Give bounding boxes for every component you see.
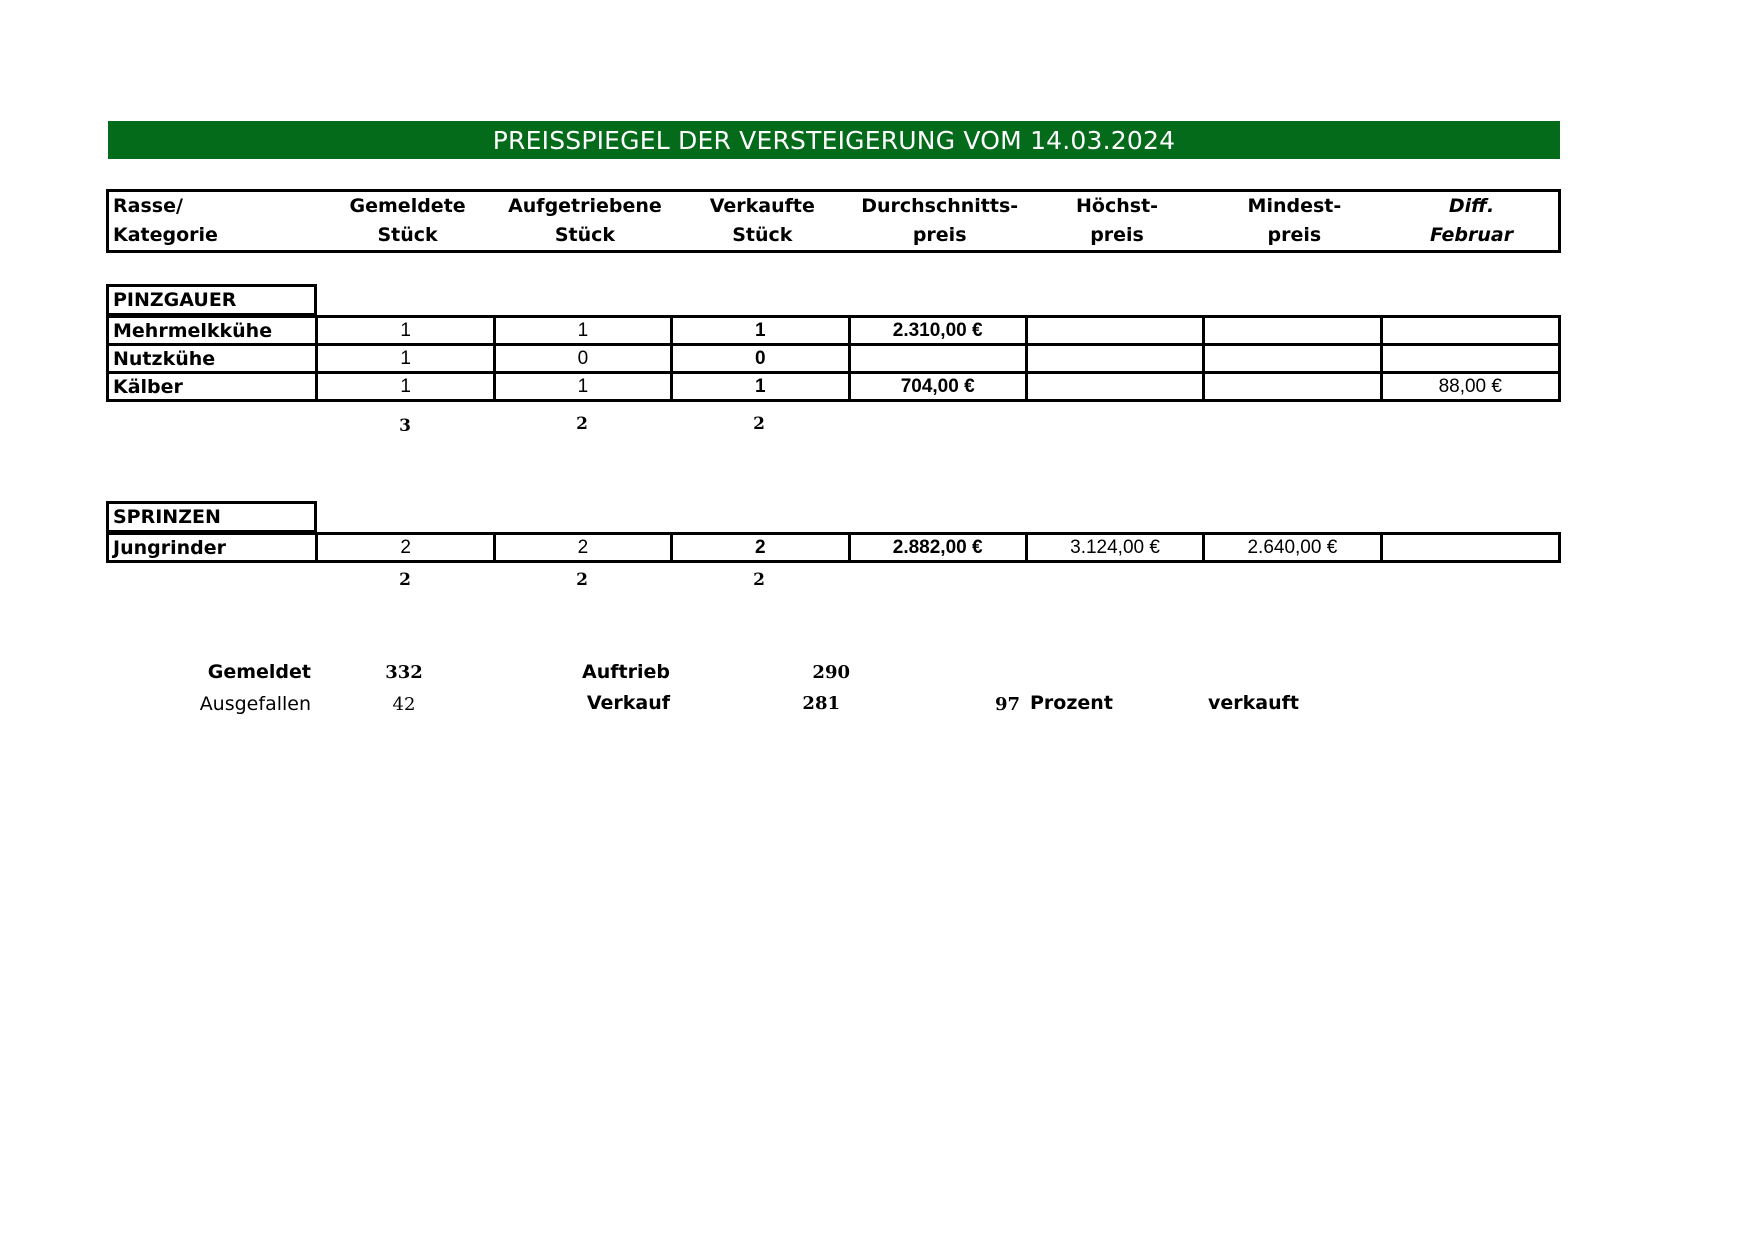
cell-verkauft: 2: [672, 534, 849, 562]
cell-verkauft: 1: [672, 317, 849, 345]
summary-verkauf-value: 281: [802, 693, 840, 714]
pinzgauer-table: [106, 315, 1561, 402]
summary-gemeldet-label: Gemeldet: [207, 661, 311, 683]
cell-durchschnitt: [849, 345, 1026, 373]
header-gemeldete-stueck: Gemeldete Stück: [349, 195, 466, 246]
summary-ausgefallen-value: 42: [392, 694, 416, 715]
table-row: [108, 317, 1560, 345]
cell-durchschnitt: 2.882,00 €: [849, 534, 1026, 562]
cell-mindest: 2.640,00 €: [1204, 534, 1381, 562]
summary-prozent-value: 97: [994, 694, 1020, 715]
pinzgauer-sum-aufgetrieben: 2: [576, 414, 588, 434]
header-verkaufte-stueck: Verkaufte Stück: [709, 195, 815, 246]
sprinzen-table: [106, 532, 1561, 563]
header-diff-februar: Diff. Februar: [1429, 195, 1514, 246]
table-row: [108, 373, 1560, 401]
cell-hoechst: [1026, 317, 1203, 345]
summary-auftrieb-value: 290: [812, 662, 850, 683]
sprinzen-sum-aufgetrieben: 2: [576, 570, 588, 590]
summary-prozent-label: Prozent: [1030, 692, 1113, 714]
cell-hoechst: 3.124,00 €: [1026, 534, 1203, 562]
cell-mindest: [1204, 345, 1381, 373]
cell-gemeldet: 1: [317, 345, 494, 373]
cell-verkauft: 0: [672, 345, 849, 373]
cell-diff: [1381, 317, 1559, 345]
header-aufgetriebene-stueck: Aufgetriebene Stück: [508, 195, 662, 246]
category-pinzgauer: PINZGAUER: [106, 284, 317, 316]
row-label: Mehrmelkkühe: [108, 317, 317, 345]
cell-mindest: [1204, 373, 1381, 401]
cell-mindest: [1204, 317, 1381, 345]
table-row: [108, 345, 1560, 373]
summary-verkauf-label: Verkauf: [586, 692, 670, 714]
pinzgauer-sum-verkauft: 2: [753, 414, 765, 434]
summary-ausgefallen-label: Ausgefallen: [199, 693, 311, 715]
header-mindestpreis: Mindest- preis: [1247, 195, 1342, 246]
sprinzen-sum-verkauft: 2: [753, 570, 765, 590]
cell-aufgetrieben: 0: [494, 345, 671, 373]
category-sprinzen: SPRINZEN: [106, 501, 317, 533]
cell-durchschnitt: 704,00 €: [849, 373, 1026, 401]
cell-durchschnitt: 2.310,00 €: [849, 317, 1026, 345]
row-label: Jungrinder: [108, 534, 317, 562]
cell-aufgetrieben: 1: [494, 317, 671, 345]
table-row: [108, 534, 1560, 562]
row-label: Kälber: [108, 373, 317, 401]
summary-gemeldet-value: 332: [385, 662, 423, 683]
column-header-table: [106, 189, 1561, 253]
cell-hoechst: [1026, 373, 1203, 401]
row-label: Nutzkühe: [108, 345, 317, 373]
cell-hoechst: [1026, 345, 1203, 373]
summary-auftrieb-label: Auftrieb: [582, 661, 670, 683]
cell-gemeldet: 1: [317, 373, 494, 401]
cell-diff: 88,00 €: [1381, 373, 1559, 401]
sprinzen-sum-gemeldet: 2: [399, 570, 411, 590]
cell-aufgetrieben: 1: [494, 373, 671, 401]
cell-diff: [1381, 345, 1559, 373]
header-rasse-kategorie: Rasse/ Kategorie: [113, 195, 218, 246]
cell-gemeldet: 1: [317, 317, 494, 345]
header-durchschnittspreis: Durchschnitts- preis: [861, 195, 1019, 246]
cell-verkauft: 1: [672, 373, 849, 401]
page-title: PREISSPIEGEL DER VERSTEIGERUNG VOM 14.03.2024: [108, 121, 1560, 159]
pinzgauer-sum-gemeldet: 3: [399, 416, 411, 436]
cell-gemeldet: 2: [317, 534, 494, 562]
cell-diff: [1381, 534, 1559, 562]
summary-verkauft-label: verkauft: [1208, 692, 1299, 714]
cell-aufgetrieben: 2: [494, 534, 671, 562]
header-hoechstpreis: Höchst- preis: [1076, 195, 1159, 246]
